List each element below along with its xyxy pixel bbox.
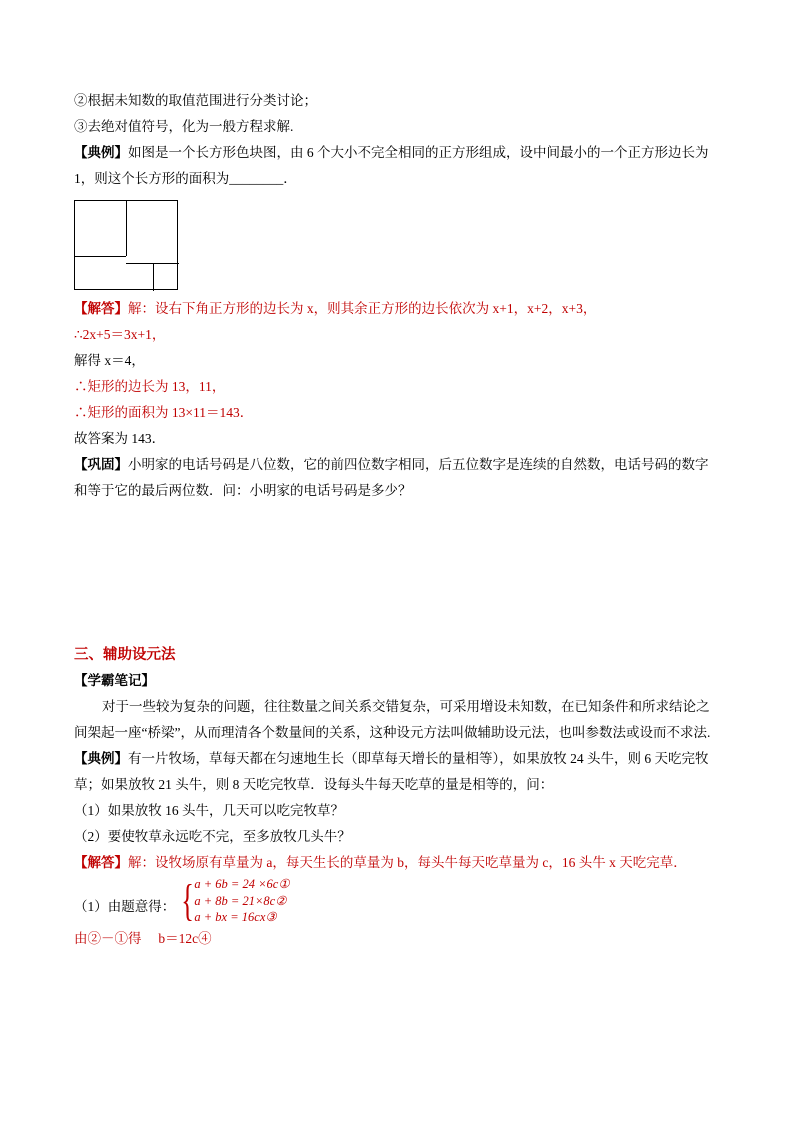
answer-1-text-1: 解：设右下角正方形的边长为 x，则其余正方形的边长依次为 x+1，x+2，x+3， <box>128 301 597 316</box>
consolidate-block <box>74 452 720 504</box>
note-text: 对于一些较为复杂的问题，往往数量之间关系交错复杂，可采用增设未知数，在已知条件和所求结论之间架起一座“桥梁”，从而理清各个数量间的关系，这种设元方法叫做辅助设元法，也叫参数法或设而不求法. <box>74 699 711 740</box>
figure-divider-horizontal-1 <box>75 256 126 257</box>
answer-2-equation-system-row <box>74 876 720 926</box>
answer-1-line-5: ∴矩形的面积为 13×11＝143． <box>74 405 254 420</box>
line-item-2: ②根据未知数的取值范围进行分类讨论； <box>74 93 317 108</box>
left-brace-icon: { <box>181 875 195 925</box>
answer-1-line-2: ∴2x+5＝3x+1， <box>74 327 166 342</box>
consolidate-label: 【巩固】 <box>74 457 128 472</box>
figure-wrapper <box>74 200 720 290</box>
answer-1-label: 【解答】 <box>74 301 128 316</box>
answer-2-step-2-lead: 由②－①得 <box>74 930 142 946</box>
answer-1-line-4: ∴矩形的边长为 13，11， <box>74 379 226 394</box>
answer-2-step-2-result: b＝12c④ <box>158 930 212 946</box>
note-label: 【学霸笔记】 <box>74 673 155 688</box>
equation-1: a + 6b = 24 ×6c① <box>194 877 290 891</box>
example-2-question-1: （1）如果放牧 16 头牛，几天可以吃完牧草？ <box>74 803 344 818</box>
answer-2-step-2 <box>74 926 720 952</box>
answer-1-line-1 <box>74 296 720 322</box>
answer-2-label: 【解答】 <box>74 855 128 870</box>
blank-spacer <box>74 596 720 642</box>
example-1-text: 如图是一个长方形色块图，由 6 个大小不完全相同的正方形组成，设中间最小的一个正方形边长为 1，则这个长方形的面积为________． <box>74 145 709 186</box>
example-1-label: 【典例】 <box>74 145 128 160</box>
example-2-text: 有一片牧场，草每天都在匀速地生长（即草每天增长的量相等），如果放牧 24 头牛，则 6 天吃完牧草；如果放牧 21 头牛，则 8 天吃完牧草．设每头牛每天吃草的量是相等的，问： <box>74 751 709 792</box>
example-2-question-2: （2）要使牧草永远吃不完，至多放牧几头牛？ <box>74 829 351 844</box>
rectangle-six-squares-diagram <box>74 200 178 290</box>
answer-1-line-6: 故答案为 143． <box>74 431 166 446</box>
answer-1-line-3: 解得 x＝4， <box>74 353 145 368</box>
figure-divider-vertical-1 <box>126 201 127 256</box>
example-2-block <box>74 746 720 798</box>
answer-2-line-1 <box>74 850 720 876</box>
consolidate-text: 小明家的电话号码是八位数，它的前四位数字相同，后五位数字是连续的自然数，电话号码的数字和等于它的最后两位数．问：小明家的电话号码是多少？ <box>74 457 709 498</box>
example-2-label: 【典例】 <box>74 751 128 766</box>
equation-list <box>194 876 289 926</box>
blank-answer-space <box>74 504 720 596</box>
section-heading: 三、辅助设元法 <box>74 647 176 663</box>
equation-3: a + bx = 16cx③ <box>194 910 277 924</box>
line-item-3: ③去绝对值符号，化为一般方程求解. <box>74 119 294 134</box>
equation-system <box>177 876 289 926</box>
example-1-block <box>74 140 720 192</box>
figure-divider-vertical-2 <box>153 263 154 291</box>
answer-2-step-1-lead: （1）由题意得： <box>74 899 176 914</box>
answer-2-text: 解：设牧场原有草量为 a，每天生长的草量为 b，每头牛每天吃草量为 c，16 头牛 x 天吃完草． <box>128 855 687 870</box>
equation-2: a + 8b = 21×8c② <box>194 893 287 908</box>
